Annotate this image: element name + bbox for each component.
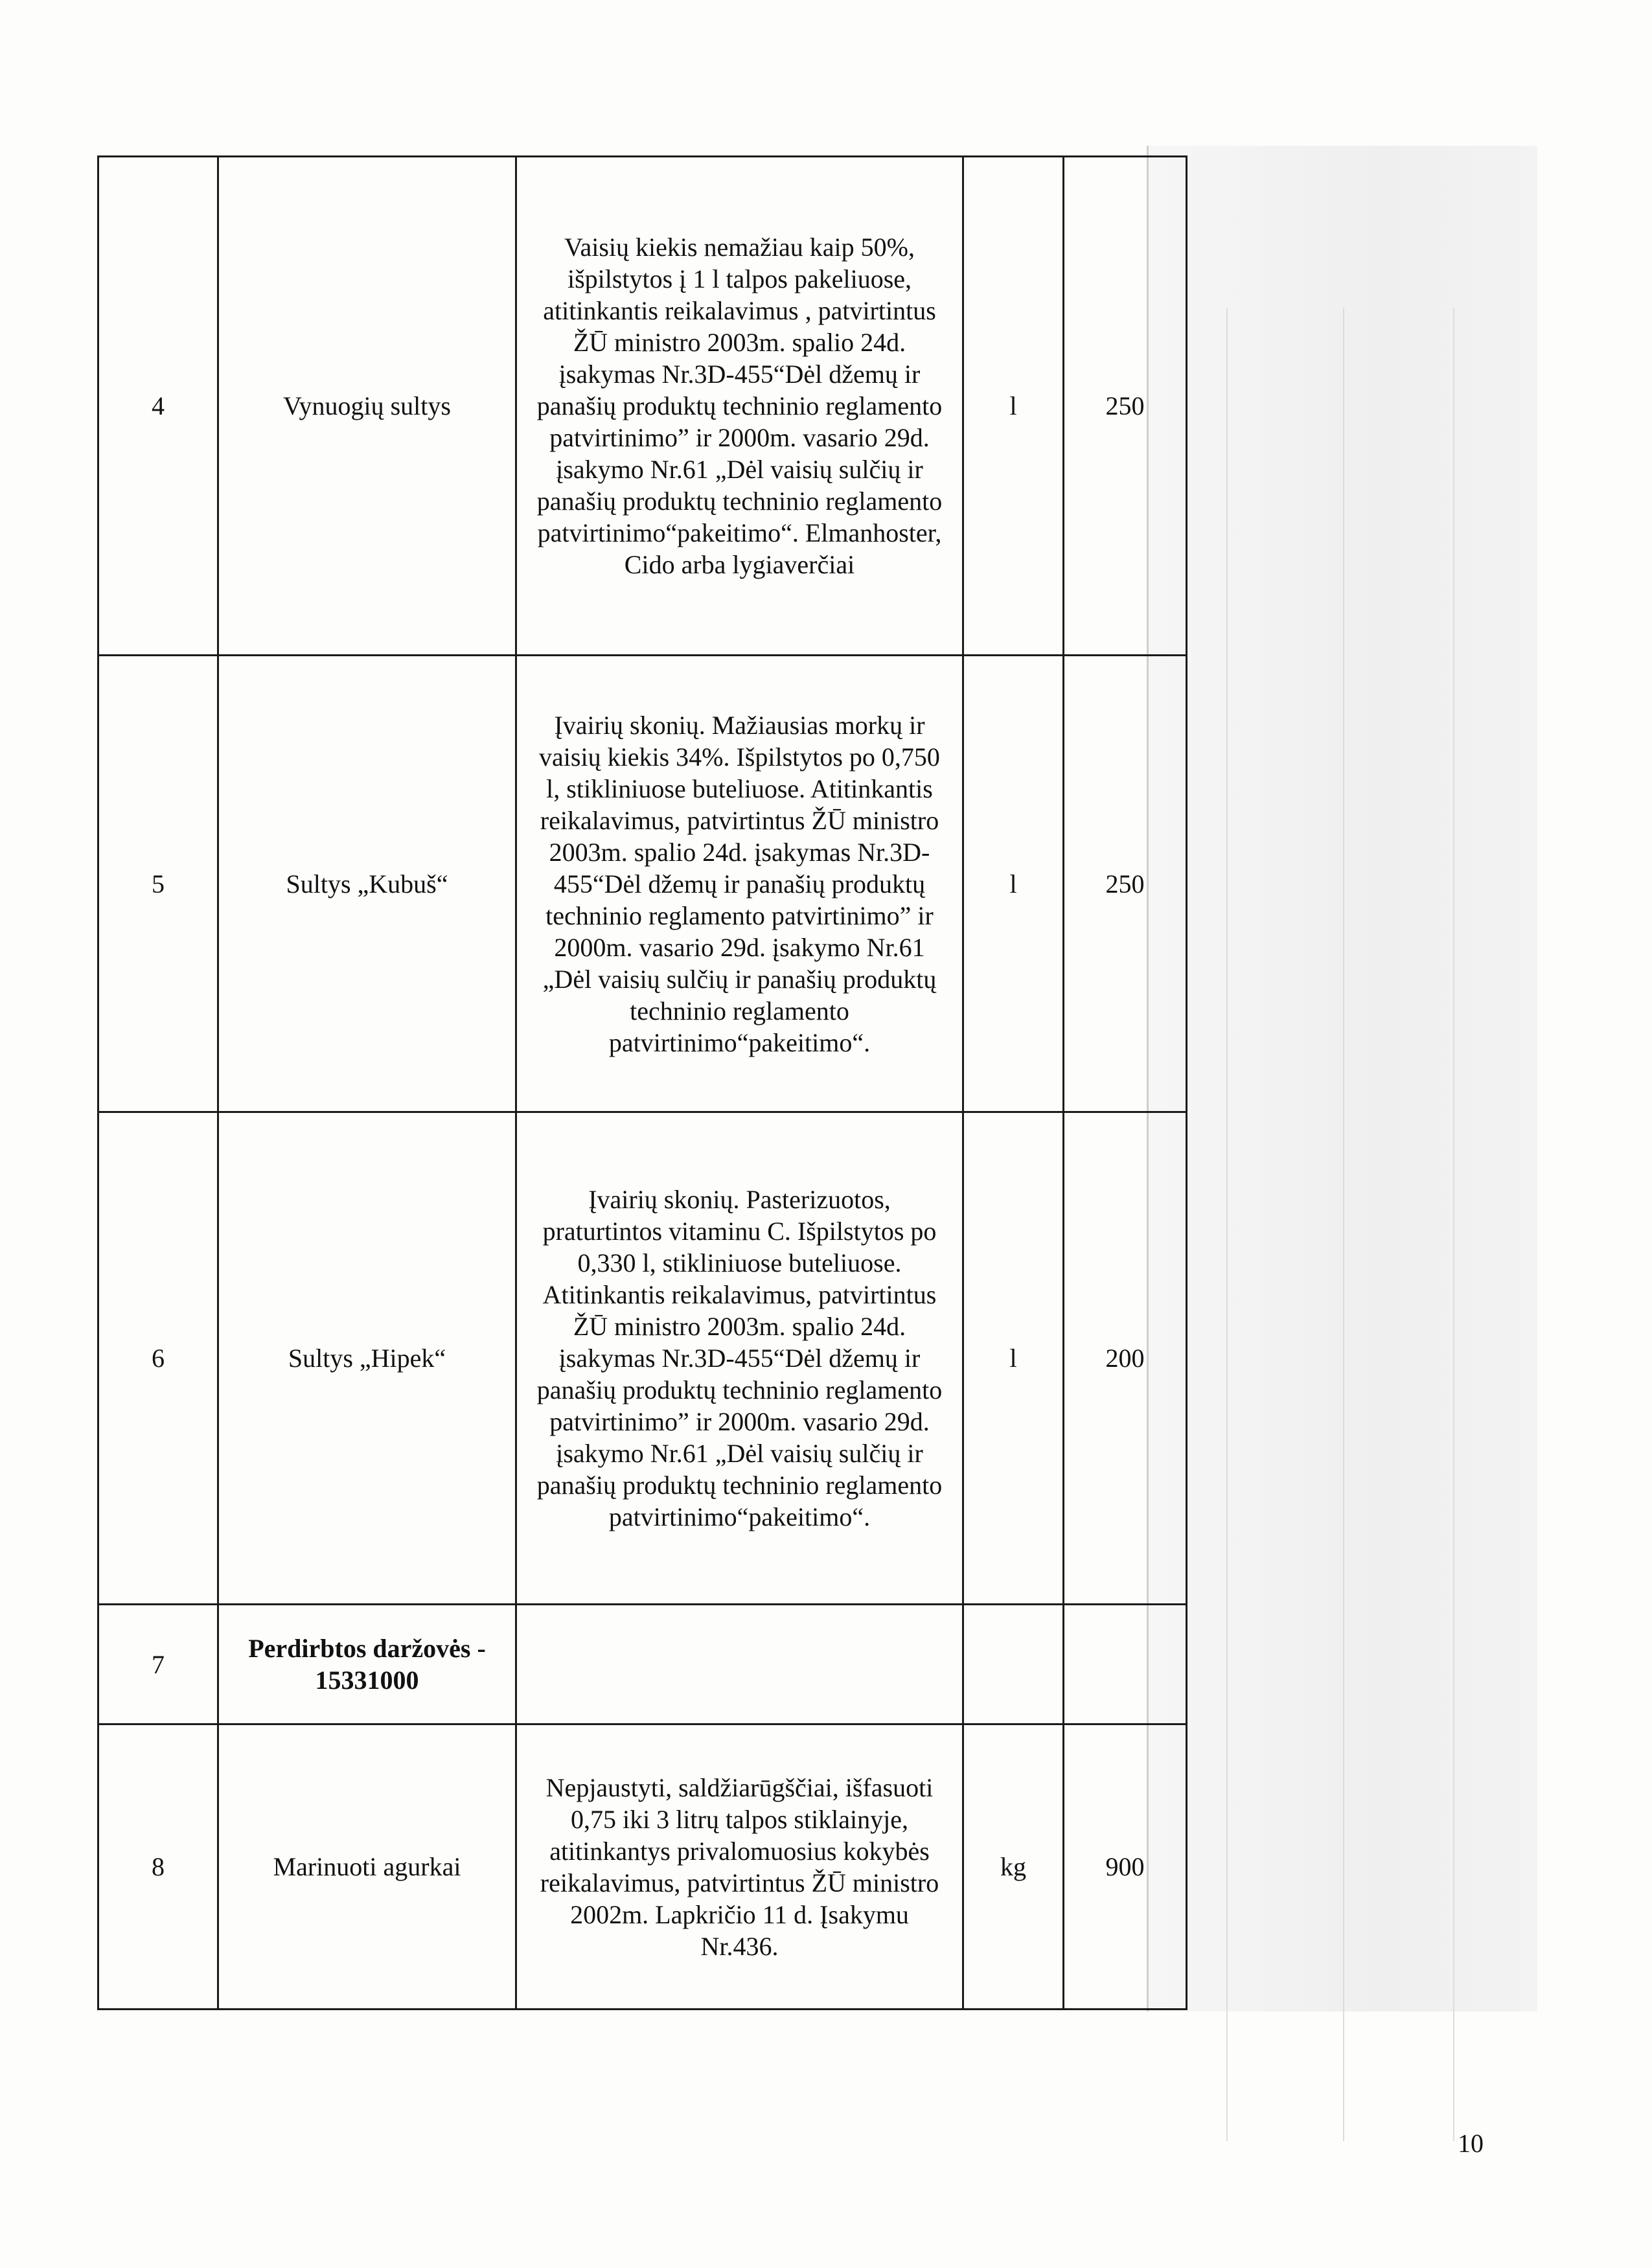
bleed-column-line [1226, 308, 1228, 2141]
bleed-column-line [1453, 308, 1454, 2141]
unit-cell: kg [963, 1724, 1064, 2010]
row-number-cell: 7 [98, 1605, 218, 1724]
bleed-column-line [1343, 308, 1344, 2141]
product-name-cell: Sultys „Kubuš“ [218, 656, 516, 1112]
description-cell: Įvairių skonių. Mažiausias morkų ir vaisių kiekis 34%. Išpilstytos po 0,750 l, stikliniuose buteliuose. Atitinkantis reikalavimus, patvirtintus ŽŪ ministro 2003m. spalio 24d. įsakymas Nr.3D-455“Dėl džemų ir panašių produktų techninio reglamento patvirtinimo” ir 2000m. vasario 29d. įsakymo Nr.61 „Dėl vaisių sulčių ir panašių produktų techninio reglamento patvirtinimo“pakeitimo“. [516, 656, 963, 1112]
unit-cell [963, 1605, 1064, 1724]
table-row [98, 656, 1187, 1112]
product-name-cell: Vynuogių sultys [218, 157, 516, 656]
unit-cell: l [963, 656, 1064, 1112]
description-cell [516, 1605, 963, 1724]
product-name-cell: Sultys „Hipek“ [218, 1112, 516, 1605]
specification-table-wrapper [97, 155, 1186, 2010]
row-number-cell: 8 [98, 1724, 218, 2010]
unit-cell: l [963, 1112, 1064, 1605]
quantity-cell: 250 [1064, 656, 1187, 1112]
table-row [98, 1605, 1187, 1724]
bleed-through-area [1147, 146, 1537, 2011]
row-number-cell: 4 [98, 157, 218, 656]
product-name-cell: Marinuoti agurkai [218, 1724, 516, 2010]
description-cell: Įvairių skonių. Pasterizuotos, praturtintos vitaminu C. Išpilstytos po 0,330 l, stikliniuose buteliuose. Atitinkantis reikalavimus, patvirtintus ŽŪ ministro 2003m. spalio 24d. įsakymas Nr.3D-455“Dėl džemų ir panašių produktų techninio reglamento patvirtinimo” ir 2000m. vasario 29d. įsakymo Nr.61 „Dėl vaisių sulčių ir panašių produktų techninio reglamento patvirtinimo“pakeitimo“. [516, 1112, 963, 1605]
table-row [98, 1724, 1187, 2010]
category-name-cell: Perdirbtos daržovės - 15331000 [218, 1605, 516, 1724]
row-number-cell: 6 [98, 1112, 218, 1605]
page-number: 10 [1458, 2129, 1484, 2158]
quantity-cell: 900 [1064, 1724, 1187, 2010]
description-cell: Nepjaustyti, saldžiarūgščiai, išfasuoti 0,75 iki 3 litrų talpos stiklainyje, atitinkantys privalomuosius kokybės reikalavimus, patvirtintus ŽŪ ministro 2002m. Lapkričio 11 d. Įsakymu Nr.436. [516, 1724, 963, 2010]
unit-cell: l [963, 157, 1064, 656]
row-number-cell: 5 [98, 656, 218, 1112]
quantity-cell: 200 [1064, 1112, 1187, 1605]
description-cell: Vaisių kiekis nemažiau kaip 50%, išpilstytos į 1 l talpos pakeliuose, atitinkantis reikalavimus , patvirtintus ŽŪ ministro 2003m. spalio 24d. įsakymas Nr.3D-455“Dėl džemų ir panašių produktų techninio reglamento patvirtinimo” ir 2000m. vasario 29d. įsakymo Nr.61 „Dėl vaisių sulčių ir panašių produktų techninio reglamento patvirtinimo“pakeitimo“. Elmanhoster, Cido arba lygiaverčiai [516, 157, 963, 656]
table-row [98, 1112, 1187, 1605]
specification-table [97, 155, 1187, 2010]
quantity-cell [1064, 1605, 1187, 1724]
table-row [98, 157, 1187, 656]
quantity-cell: 250 [1064, 157, 1187, 656]
